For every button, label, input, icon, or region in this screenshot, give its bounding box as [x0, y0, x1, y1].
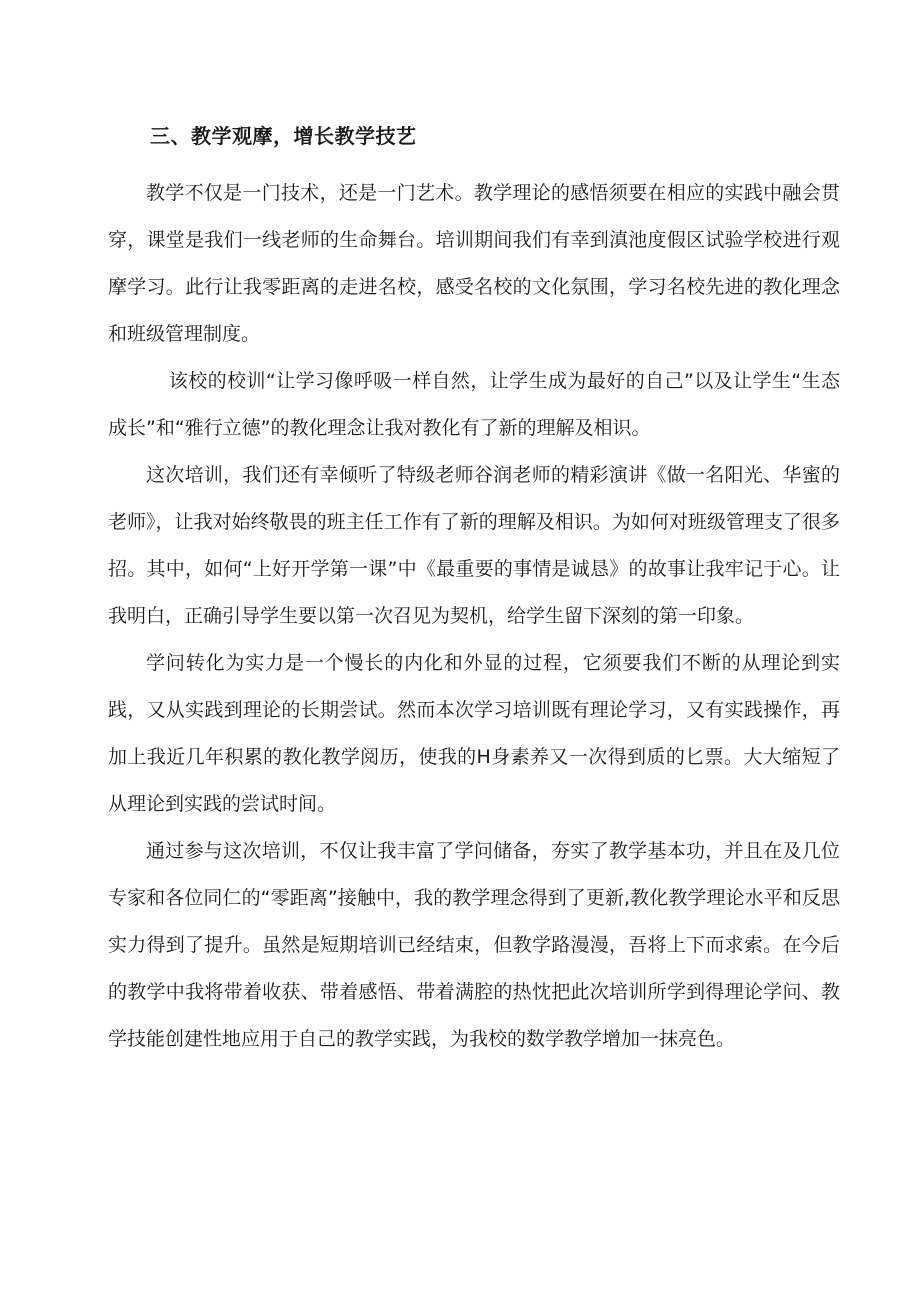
section-heading: 三、教学观摩，增长教学技艺 [150, 124, 417, 148]
paragraph-lecture: 这次培训，我们还有幸倾听了特级老师谷润老师的精彩演讲《做一名阳光、华蜜的老师》，让我对始终敬畏的班主任工作有了新的理解及相识。为如何对班级管理支了很多招。其中，如何“上好开学第一课”中《最重要的事情是诚恳》的故事让我牢记于心。让我明白，正确引导学生要以第一次召见为契机，给学生留下深刻的第一印象。 [108, 464, 840, 627]
document-body [108, 170, 840, 1063]
paragraph-knowledge-to-ability: 学问转化为实力是一个慢长的内化和外显的过程，它须要我们不断的从理论到实践，又从实践到理论的长期尝试。然而本次学习培训既有理论学习，又有实践操作，再加上我近几年积累的教化教学阅历，使我的H身素养又一次得到质的匕票。大大缩短了从理论到实践的尝试时间。 [108, 652, 840, 815]
paragraph-teaching-art: 教学不仅是一门技术，还是一门艺术。教学理论的感悟须要在相应的实践中融会贯穿，课堂是我们一线老师的生命舞台。培训期间我们有幸到滇池度假区试验学校进行观摩学习。此行让我零距离的走进名校，感受名校的文化氛围，学习名校先进的教化理念和班级管理制度。 [108, 182, 840, 345]
paragraph-conclusion: 通过参与这次培训，不仅让我丰富了学问储备，夯实了教学基本功，并且在及几位专家和各位同仁的“零距离”接触中，我的教学理念得到了更新,教化教学理论水平和反思实力得到了提升。虽然是短期培训已经结束，但教学路漫漫，吾将上下而求索。在今后的教学中我将带着收获、带着感悟、带着满腔的热忱把此次培训所学到得理论学问、教学技能创建性地应用于自己的教学实践，为我校的数学教学增加一抹亮色。 [108, 840, 840, 1050]
paragraph-school-motto: 该校的校训“让学习像呼吸一样自然，让学生成为最好的自己”以及让学生“生态成长”和“雅行立德”的教化理念让我对教化有了新的理解及相识。 [108, 370, 840, 439]
